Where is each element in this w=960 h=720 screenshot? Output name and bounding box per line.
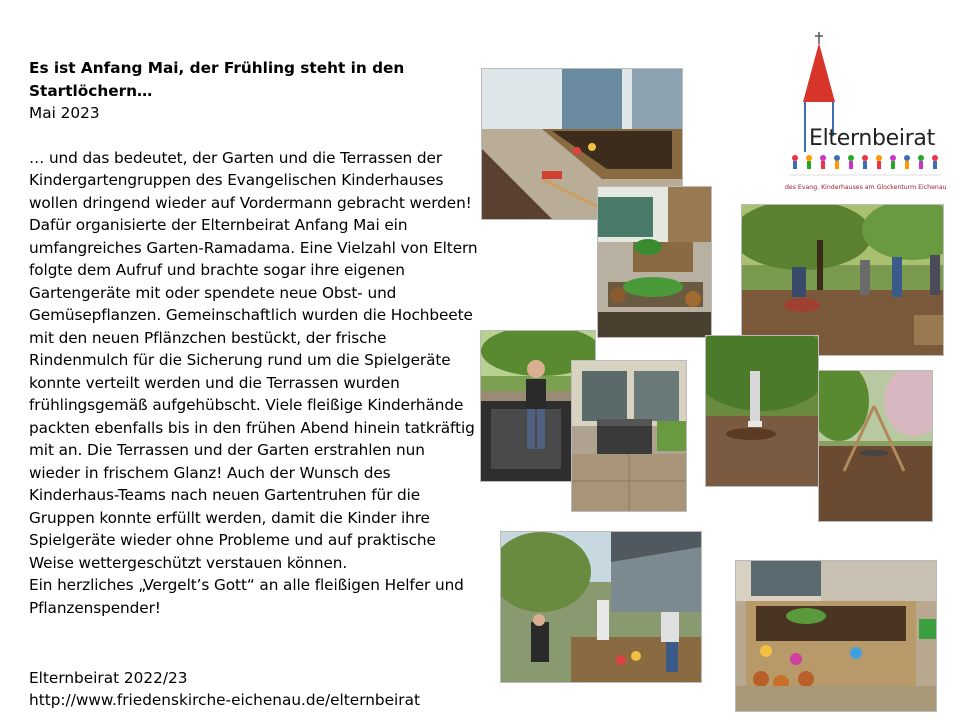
photo-storage-box: [571, 360, 687, 512]
photo-garden-pots: [597, 186, 712, 338]
photo-raised-bed-pots: [735, 560, 937, 712]
photo-parents-wheelbarrow: [741, 204, 944, 356]
article-body: … und das bedeutet, der Garten und die Terrassen der Kindergartengruppen des Evangelischen Kinderhauses wollen dringend wieder auf Vordermann gebracht werden! Dafür organisierte der Elternbeirat Anfang Mai ein umfangreiches Garten-Ramadama. Eine Vielzahl von Eltern folgte dem Aufruf und brachte sogar ihre eigenen Gartengeräte mit oder spendete neue Obst- und Gemüsepflanzen. Gemeinschaftlich wurden die Hochbeete mit den neuen Pflänzchen bestückt, der frische Rindenmulch für die Sicherung rund um die Spielgeräte konnte verteilt werden und die Terrassen wurden frühlingsgemäß aufgehübscht. Viele fleißige Kinderhände packten ebenfalls bis in den frühen Abend hinein tatkräftig mit an. Die Terrassen und der Garten erstrahlen nun wieder in frischem Glanz! Auch der Wunsch des Kinderhaus-Teams nach neuen Gartentruhen für die Gruppen konnte erfüllt werden, damit die Kinder ihre Spielgeräte wieder ohne Probleme und auf praktische Weise wettergeschützt verstauen können. Ein herzliches „Vergelt’s Gott“ an alle fleißigen Helfer und Pflanzenspender!: [29, 148, 478, 617]
photo-slide-mulch: [705, 335, 819, 487]
footer-url[interactable]: http://www.friedenskirche-eichenau.de/elternbeirat: [29, 691, 420, 709]
logo-title: Elternbeirat: [809, 126, 935, 151]
footer-signature: Elternbeirat 2022/23: [29, 669, 188, 687]
logo-subtitle: des Evang. Kinderhauses am Glockenturm Eichenau: [785, 184, 947, 191]
footer: [29, 667, 420, 711]
photo-swing-mulch: [818, 370, 933, 522]
article-title: Es ist Anfang Mai, der Frühling steht in den Startlöchern…: [29, 59, 405, 100]
photo-parents-planting: [500, 531, 702, 683]
article-date: Mai 2023: [29, 104, 100, 122]
church-logo-icon: [785, 30, 945, 200]
article: [29, 57, 479, 619]
elternbeirat-logo: [785, 30, 945, 200]
